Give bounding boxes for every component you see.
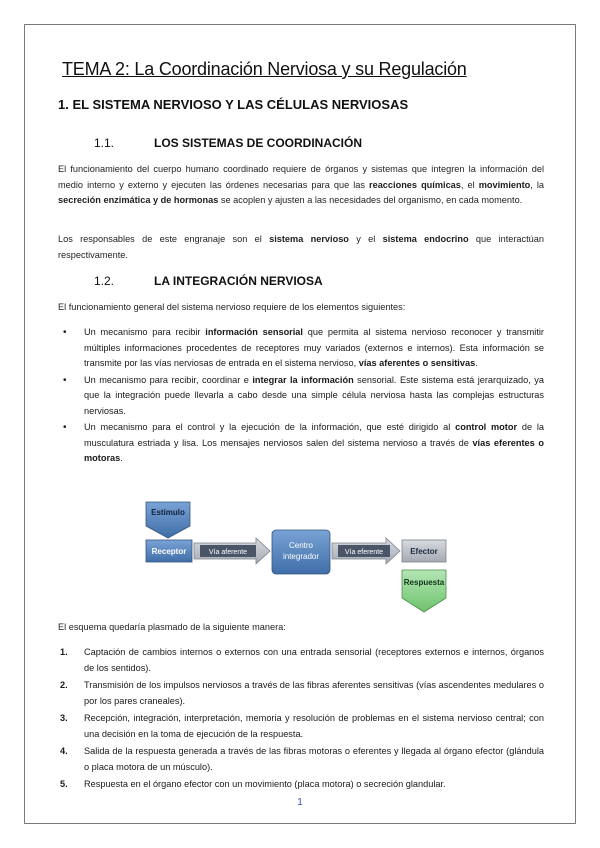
list-number: 5.	[60, 779, 68, 789]
bold-run: reacciones químicas	[369, 179, 461, 190]
list-text: Captación de cambios internos o externos con una entrada sensorial (receptores externos e internos, órganos de los sentidos).	[84, 647, 544, 673]
bold-run: integrar la información	[252, 374, 354, 385]
efector-label: Efector	[410, 547, 438, 556]
text-run: , la	[530, 179, 545, 190]
list-item	[58, 420, 544, 467]
bold-run: vías eferentes o motoras	[84, 437, 544, 463]
list-item	[58, 645, 544, 676]
list-item	[58, 373, 544, 420]
page-number: 1	[297, 797, 303, 808]
text-run: sensorial. Este sistema está jerarquizado, ya que la integración puede llevarla a cabo desde una simple célula nerviosa hasta las complejas estructuras nerviosas.	[84, 374, 544, 416]
via-eferente-label: Vía eferente	[344, 549, 384, 556]
list-text: Salida de la respuesta generada a través de las fibras motoras o eferentes y llegada al órgano efector (glándula o placa motora de un músculo).	[84, 746, 544, 772]
text-run: , el	[460, 179, 479, 190]
bold-run: información sensorial	[205, 327, 303, 337]
text-run: El funcionamiento del cuerpo humano coordinado requiere de órganos y sistemas que integren la información del medio interno y externo y ejecuten las órdenes necesarias para que las	[58, 164, 544, 190]
list-number: 1.	[60, 647, 68, 657]
text-run: Un mecanismo para recibir, coordinar e	[84, 374, 253, 385]
list-text: Respuesta en el órgano efector con un movimiento (placa motora) o secreción glandular.	[84, 779, 446, 789]
bullet-list	[58, 325, 544, 468]
nervous-integration-diagram	[140, 500, 480, 630]
list-number: 4.	[60, 746, 68, 756]
respuesta-node	[402, 570, 446, 612]
bold-run: control motor	[455, 422, 518, 432]
receptor-label: Receptor	[151, 547, 187, 556]
list-item	[58, 678, 544, 709]
subsection-number: 1.1.	[94, 136, 115, 150]
document-title: TEMA 2: La Coordinación Nerviosa y su Regulación	[62, 59, 467, 79]
bold-run: movimiento	[478, 179, 531, 190]
paragraph-intro-elements: El funcionamiento general del sistema nervioso requiere de los elementos siguientes:	[58, 302, 406, 312]
list-text: Recepción, integración, interpretación, memoria y resolución de problemas en el sistema nervioso central; con una decisión en la toma de ejecución de la respuesta.	[84, 713, 544, 739]
text-run: Un mecanismo para recibir	[84, 327, 206, 337]
respuesta-label: Respuesta	[403, 578, 445, 587]
bold-run: sistema nervioso	[269, 234, 349, 244]
list-number: 3.	[60, 713, 68, 723]
text-run: Un mecanismo para el control y la ejecución de la información, que esté dirigido al	[84, 422, 456, 432]
bullet-icon: •	[63, 422, 67, 433]
via-aferente-label: Vía aferente	[208, 549, 248, 556]
list-item	[58, 777, 544, 793]
list-item	[58, 711, 544, 742]
bold-run: secreción enzimática y de hormonas	[58, 195, 219, 205]
via-eferente-arrow	[332, 538, 400, 564]
text-run: de la musculatura estriada y lisa. Los mensajes nerviosos salen del sistema nervioso a través de	[84, 422, 544, 448]
numbered-list	[58, 645, 544, 795]
bullet-icon: •	[63, 327, 67, 338]
bullet-icon: •	[63, 374, 67, 386]
paragraph-coordination	[58, 162, 544, 209]
receptor-node	[146, 540, 192, 562]
section-number: 1.	[58, 97, 69, 112]
estimulo-label: Estímulo	[151, 508, 185, 517]
section-heading-1	[58, 97, 408, 112]
subsection-heading-1-2	[94, 274, 323, 288]
section-label: EL SISTEMA NERVIOSO Y LAS CÉLULAS NERVIOSAS	[72, 97, 409, 112]
centro-integrador-node	[272, 530, 330, 574]
subsection-label: LOS SISTEMAS DE COORDINACIÓN	[154, 136, 363, 150]
list-item	[58, 744, 544, 775]
subsection-heading-1-1	[94, 136, 362, 150]
estimulo-node	[146, 502, 190, 538]
text-run: que interactúan respectivamente.	[58, 234, 544, 260]
text-run: que permita al sistema nervioso reconocer y transmitir múltiples informaciones procedentes de receptores muy variados (externos e internos). Esta información se transmite por las vías nerviosas de entrada en el sistema nervioso,	[84, 327, 544, 368]
subsection-label: LA INTEGRACIÓN NERVIOSA	[154, 274, 323, 288]
bold-run: sistema endocrino	[382, 234, 469, 244]
list-item	[58, 325, 544, 372]
centro-label-line2: integrador	[282, 552, 320, 561]
text-run: Los responsables de este engranaje son el	[58, 234, 270, 244]
bold-run: vías aferentes o sensitivas	[358, 358, 476, 368]
paragraph-scheme-intro: El esquema quedaría plasmado de la siguiente manera:	[58, 622, 286, 632]
centro-label-line1: Centro	[288, 541, 314, 550]
text-run: se acoplen y ajusten a las necesidades del organismo, en cada momento.	[218, 195, 523, 205]
via-aferente-arrow	[194, 538, 270, 564]
list-text: Transmisión de los impulsos nerviosos a través de las fibras aferentes sensitivas (vías ascendentes medulares o por los pares craneales).	[84, 680, 544, 706]
text-run: .	[475, 358, 478, 368]
paragraph-responsables	[58, 232, 544, 263]
text-run: y el	[348, 234, 383, 244]
list-number: 2.	[60, 680, 68, 690]
respuesta-shape	[402, 570, 446, 612]
subsection-number: 1.2.	[94, 274, 115, 288]
efector-node	[402, 540, 446, 562]
text-run: .	[120, 453, 123, 463]
